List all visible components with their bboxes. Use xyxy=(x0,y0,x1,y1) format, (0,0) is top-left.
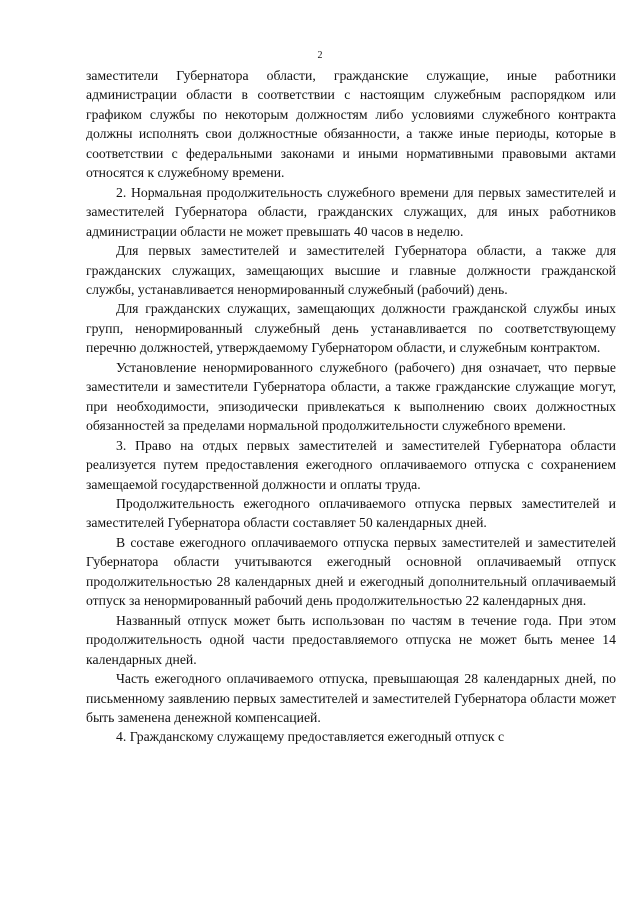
paragraph-section-4: 4. Гражданскому служащему предоставляется ежегодный отпуск с xyxy=(116,729,505,745)
paragraph: Часть ежегодного оплачиваемого отпуска, превышающая 28 календарных дней, по письменному заявлению первых заместителей и заместителей Губернатора области может быть заменена денежной компенсацией. xyxy=(86,671,616,725)
paragraph-continuation: заместители Губернатора области, гражданские служащие, иные работники администрации области в соответствии с настоящим служебным распорядком или графиком службы по некоторым должностям либо условиями служебного контракта должны исполнять свои должностные обязанности, а также иные периоды, которые в соответствии с федеральными законами и иными нормативными правовыми актами относятся к служебному времени. xyxy=(86,68,616,181)
page-number: 2 xyxy=(317,50,323,61)
paragraph: Установление ненормированного служебного (рабочего) дня означает, что первые заместители и заместители Губернатора области, а также гражданские служащие могут, при необходимости, эпизодически привлекаться к выполнению своих должностных обязанностей за пределами нормальной продолжительности служебного времени. xyxy=(86,359,616,434)
paragraph: Названный отпуск может быть использован по частям в течение года. При этом продолжительность одной части предоставляемого отпуска не может быть менее 14 календарных дней. xyxy=(86,612,616,667)
paragraph: Для гражданских служащих, замещающих должности гражданской службы иных групп, ненормированный служебный день устанавливается по соответствующему перечню должностей, утверждаемому Губернатором области, и служебным контрактом. xyxy=(86,301,616,356)
document-body xyxy=(86,66,616,747)
paragraph: Для первых заместителей и заместителей Губернатора области, а также для гражданских служащих, замещающих высшие и главные должности гражданской службы, устанавливается ненормированный служебный (рабочий) день. xyxy=(86,243,616,297)
paragraph-section-2: 2. Нормальная продолжительность служебного времени для первых заместителей и заместителей Губернатора области, гражданских служащих, для иных работников администрации области не может превышать 40 часов в неделю. xyxy=(86,184,616,239)
paragraph: В составе ежегодного оплачиваемого отпуска первых заместителей и заместителей Губернатора области учитываются ежегодный основной оплачиваемый отпуск продолжительностью 28 календарных дней и ежегодный дополнительный оплачиваемый отпуск за ненормированный рабочий день продолжительностью 22 календарных дня. xyxy=(86,534,616,609)
paragraph-section-3: 3. Право на отдых первых заместителей и заместителей Губернатора области реализуется путем предоставления ежегодного оплачиваемого отпуска с сохранением замещаемой государственной должности и оплаты труда. xyxy=(86,437,616,492)
paragraph: Продолжительность ежегодного оплачиваемого отпуска первых заместителей и заместителей Губернатора области составляет 50 календарных дней. xyxy=(86,495,616,531)
